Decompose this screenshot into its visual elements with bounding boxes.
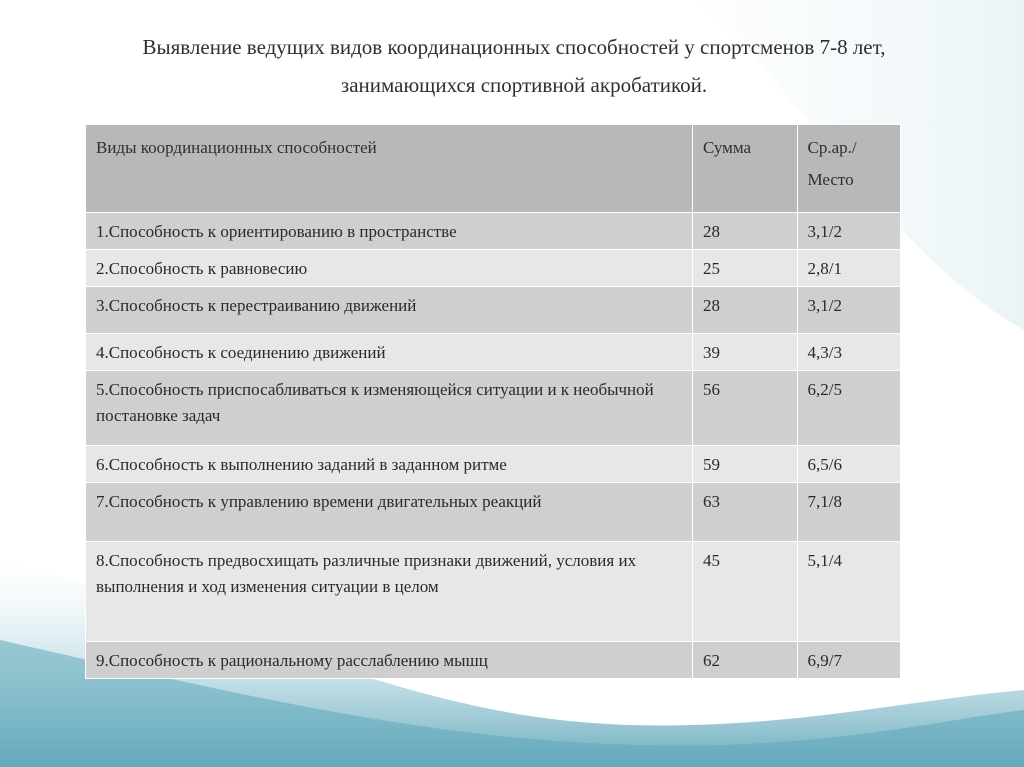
cell-avg-place: 4,3/3	[797, 334, 901, 371]
cell-avg-place: 2,8/1	[797, 250, 901, 287]
cell-ability: 6.Способность к выполнению заданий в заданном ритме	[86, 446, 693, 483]
cell-avg-place: 5,1/4	[797, 542, 901, 642]
cell-ability: 1.Способность к ориентированию в пространстве	[86, 213, 693, 250]
cell-sum: 39	[692, 334, 797, 371]
cell-sum: 45	[692, 542, 797, 642]
cell-ability: 5.Способность приспосабливаться к изменяющейся ситуации и к необычной постановке задач	[86, 371, 693, 446]
table-row	[86, 213, 901, 250]
cell-sum: 25	[692, 250, 797, 287]
cell-sum: 28	[692, 287, 797, 334]
cell-ability: 3.Способность к перестраиванию движений	[86, 287, 693, 334]
table-row	[86, 483, 901, 542]
table-row	[86, 287, 901, 334]
cell-ability: 4.Способность к соединению движений	[86, 334, 693, 371]
cell-sum: 56	[692, 371, 797, 446]
header-ability: Виды координационных способностей	[86, 125, 693, 213]
table-row	[86, 446, 901, 483]
cell-avg-place: 6,5/6	[797, 446, 901, 483]
cell-sum: 63	[692, 483, 797, 542]
table-row	[86, 334, 901, 371]
table-row	[86, 250, 901, 287]
cell-avg-place: 3,1/2	[797, 213, 901, 250]
table-row	[86, 371, 901, 446]
slide-title	[0, 28, 1024, 104]
header-sum: Сумма	[692, 125, 797, 213]
coordination-abilities-table	[85, 124, 901, 679]
title-line-2: занимающихся спортивной акробатикой.	[340, 73, 708, 97]
table-row	[86, 642, 901, 679]
cell-sum: 62	[692, 642, 797, 679]
table-row	[86, 542, 901, 642]
cell-ability: 2.Способность к равновесию	[86, 250, 693, 287]
title-line-1: Выявление ведущих видов координационных способностей у спортсменов 7-8 лет,	[142, 35, 886, 59]
cell-ability: 9.Способность к рациональному расслаблению мышц	[86, 642, 693, 679]
cell-sum: 59	[692, 446, 797, 483]
table-header-row	[86, 125, 901, 213]
cell-avg-place: 3,1/2	[797, 287, 901, 334]
cell-avg-place: 7,1/8	[797, 483, 901, 542]
cell-ability: 7.Способность к управлению времени двигательных реакций	[86, 483, 693, 542]
cell-ability: 8.Способность предвосхищать различные признаки движений, условия их выполнения и ход изменения ситуации в целом	[86, 542, 693, 642]
cell-sum: 28	[692, 213, 797, 250]
header-avg-place-line1: Ср.ар./	[807, 138, 857, 157]
header-avg-place	[797, 125, 901, 213]
cell-avg-place: 6,9/7	[797, 642, 901, 679]
header-avg-place-line2: Место	[807, 170, 854, 189]
cell-avg-place: 6,2/5	[797, 371, 901, 446]
